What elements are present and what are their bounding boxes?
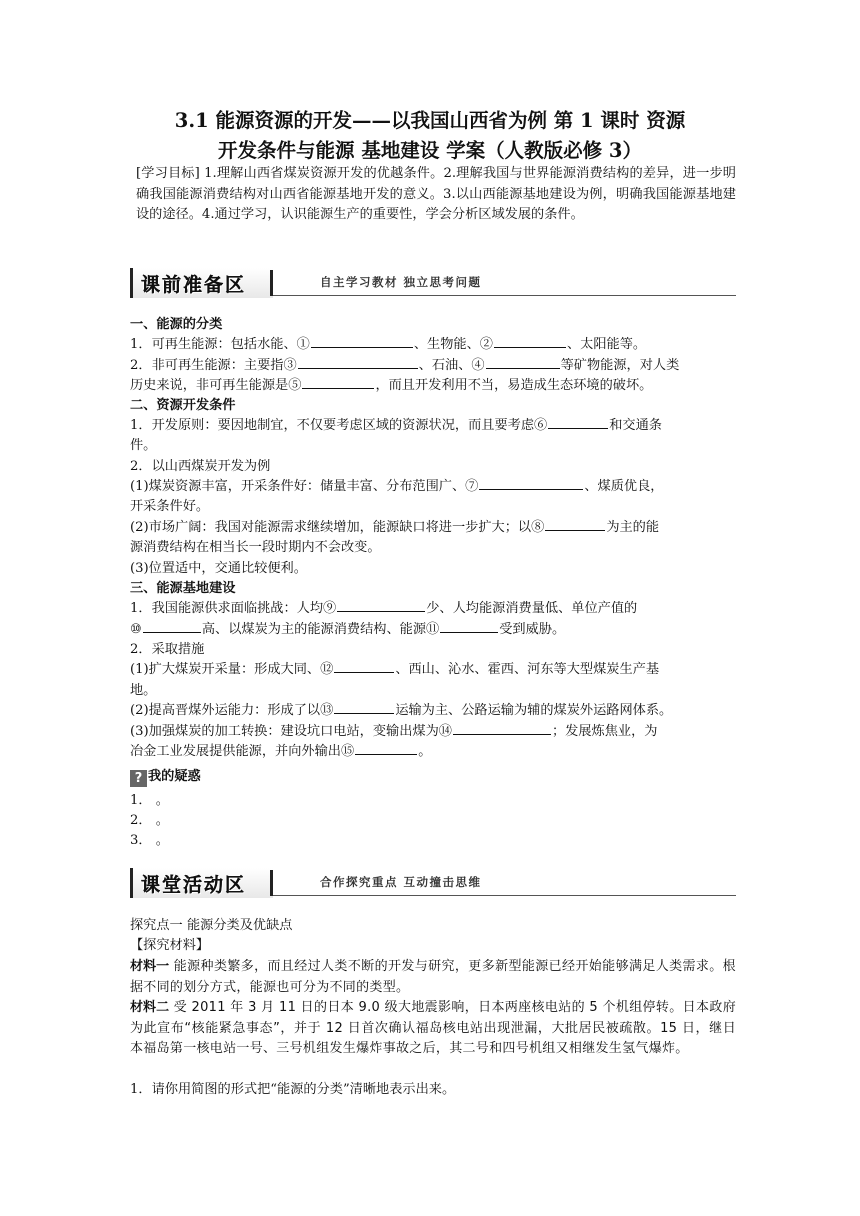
text-line: 2．非可再生能源：主要指③ 、石油、④ 等矿物能源，对人类: [130, 358, 680, 373]
banner-label: 课堂活动区: [141, 874, 247, 896]
fill-blank[interactable]: [479, 477, 583, 490]
learning-objectives: [学习目标] 1.理解山西省煤炭资源开发的优越条件。2.理解我国与世界能源消费结构的差异，进一步明确我国能源消费结构对山西省能源基地开发的意义。3.以山西能源基地建设为例，明确我国能源基地建设的途径。4.通过学习，认识能源生产的重要性，学会分析区域发展的条件。: [136, 166, 736, 222]
fill-blank[interactable]: [334, 701, 394, 714]
doubts-heading: ? 我的疑惑: [130, 767, 740, 787]
text-line: 源消费结构在相当长一段时期内不会改变。: [130, 540, 381, 555]
section-heading-energy-base: 三、能源基地建设: [130, 581, 236, 596]
text-line: 冶金工业发展提供能源，并向外输出⑮ 。: [130, 744, 432, 759]
materials-label: 【探究材料】: [130, 938, 210, 953]
fill-blank[interactable]: [355, 742, 417, 755]
text-line: 1．我国能源供求面临挑战：人均⑨ 少、人均能源消费量低、单位产值的: [130, 601, 638, 616]
explore-heading: 探究点一 能源分类及优缺点: [130, 918, 293, 933]
section-heading-energy-classification: 一、能源的分类: [130, 317, 223, 332]
text-line: (2)提高晋煤外运能力：形成了以⑬ 运输为主、公路运输为辅的煤炭外运路网体系。: [130, 703, 673, 718]
fill-blank[interactable]: [337, 599, 425, 612]
fill-blank[interactable]: [143, 620, 201, 633]
question-icon: ?: [130, 770, 147, 787]
fill-blank[interactable]: [440, 620, 498, 633]
banner-subtitle: 合作探究重点 互动撞击思维: [320, 875, 482, 889]
material-label: 材料二: [130, 1000, 170, 1015]
title-line-1: 3.1 能源资源的开发——以我国山西省为例 第 1 课时 资源: [174, 109, 686, 132]
title-line-2: 开发条件与能源 基地建设 学案（人教版必修 3）: [218, 139, 642, 162]
section-banner-classroom: [130, 868, 736, 898]
fill-blank[interactable]: [298, 356, 418, 369]
section-heading-development-conditions: 二、资源开发条件: [130, 398, 236, 413]
text-line: 件。: [130, 438, 157, 453]
text-line: (2)市场广阔：我国对能源需求继续增加，能源缺口将进一步扩大；以⑧ 为主的能: [130, 520, 660, 535]
material-label: 材料一: [130, 959, 170, 974]
text-line: 2．采取措施: [130, 642, 205, 657]
fill-blank[interactable]: [545, 518, 605, 531]
fill-blank[interactable]: [486, 356, 560, 369]
text-line: (3)加强煤炭的加工转换：建设坑口电站，变输出煤为⑭ ；发展炼焦业，为: [130, 724, 658, 739]
fill-blank[interactable]: [302, 376, 374, 389]
text-line: 开采条件好。: [130, 499, 210, 514]
text-line: ⑩ 高、以煤炭为主的能源消费结构、能源⑪ 受到威胁。: [130, 622, 566, 637]
text-line: 1．可再生能源：包括水能、① 、生物能、② 、太阳能等。: [130, 337, 647, 352]
material-two: 材料二 受 2011 年 3 月 11 日的日本 9.0 级大地震影响，日本两座核电站的 5 个机组停转。日本政府为此宣布“核能紧急事态”，并于 12 日首次确认福岛核电站出现泄漏，大批居民被疏散。15 日，继日本福岛第一核电站一号、三号机组发生爆炸事故之后，其二号和四号机组又相继发生氢气爆炸。: [130, 1000, 736, 1056]
material-one: 材料一 能源种类繁多，而且经过人类不断的开发与研究，更多新型能源已经开始能够满足人类需求。根据不同的划分方式，能源也可分为不同的类型。: [130, 959, 736, 995]
doubt-item[interactable]: 3． 。: [130, 833, 169, 848]
text-line: (1)扩大煤炭开采量：形成大同、⑫ 、西山、沁水、霍西、河东等大型煤炭生产基: [130, 662, 660, 677]
fill-blank[interactable]: [311, 335, 413, 348]
doubt-item[interactable]: 2． 。: [130, 813, 169, 828]
banner-label: 课前准备区: [141, 274, 247, 296]
section-banner-preclass: [130, 268, 736, 298]
text-line: 历史来说，非可再生能源是⑤ ，而且开发利用不当，易造成生态环境的破坏。: [130, 378, 653, 393]
text-line: (3)位置适中，交通比较便利。: [130, 561, 307, 576]
text-line: 2．以山西煤炭开发为例: [130, 459, 271, 474]
text-line: (1)煤炭资源丰富，开采条件好：储量丰富、分布范围广、⑦ 、煤质优良，: [130, 479, 664, 494]
fill-blank[interactable]: [494, 335, 566, 348]
banner-subtitle: 自主学习教材 独立思考问题: [320, 275, 482, 289]
page-title: [120, 106, 740, 166]
text-line: 地。: [130, 683, 157, 698]
question-1: 1．请你用简图的形式把“能源的分类”清晰地表示出来。: [130, 1082, 456, 1097]
fill-blank[interactable]: [334, 660, 394, 673]
doubt-item[interactable]: 1． 。: [130, 793, 169, 808]
fill-blank[interactable]: [548, 416, 608, 429]
text-line: 1．开发原则：要因地制宜，不仅要考虑区域的资源状况，而且要考虑⑥ 和交通条: [130, 418, 662, 433]
fill-blank[interactable]: [453, 722, 551, 735]
